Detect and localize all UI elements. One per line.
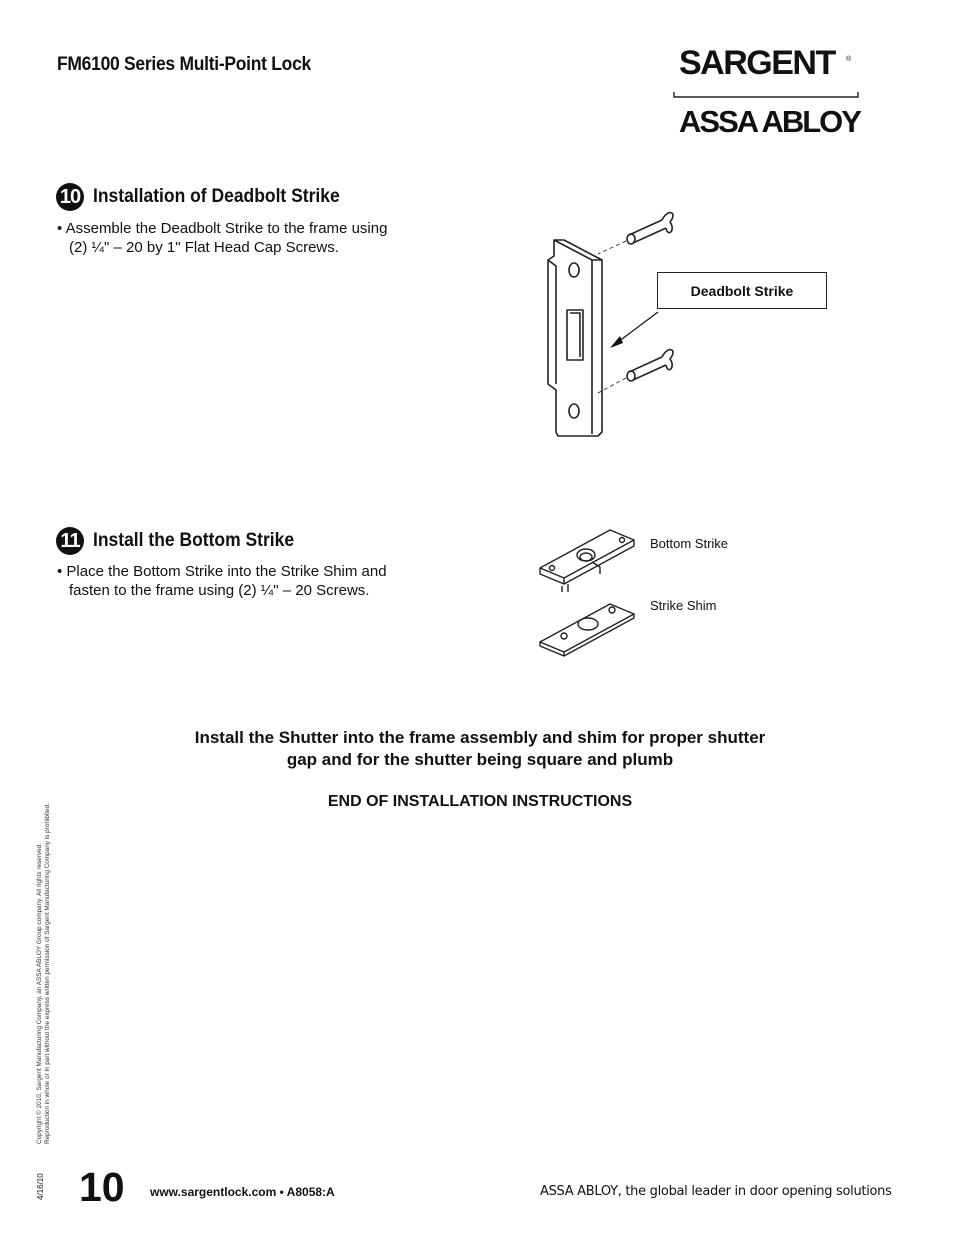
- section-title: Installation of Deadbolt Strike: [93, 186, 340, 207]
- registered-mark: ®: [846, 56, 852, 63]
- copyright-line: Copyright © 2010, Sargent Manufacturing Company, an ASSA ABLOY Group company. All rights reserved.: [36, 843, 43, 1144]
- sargent-logo: SARGENT: [679, 44, 835, 82]
- deadbolt-strike-callout: Deadbolt Strike: [657, 272, 827, 309]
- assa-abloy-logo: ASSA ABLOY: [679, 104, 860, 139]
- section-title: Install the Bottom Strike: [93, 530, 295, 551]
- bullet-line: • Assemble the Deadbolt Strike to the frame using: [57, 220, 388, 237]
- revision-date: 4/16/10: [36, 1173, 45, 1200]
- step-number-badge: 11: [56, 527, 84, 555]
- bottom-strike-label: Bottom Strike: [650, 536, 729, 551]
- page-number: 10: [79, 1164, 125, 1210]
- bullet-line: fasten to the frame using (2) ¼" – 20 Screws.: [69, 582, 370, 599]
- bottom-strike-illustration: [530, 522, 650, 662]
- deadbolt-strike-illustration: [530, 200, 690, 445]
- closing-instruction: [120, 727, 840, 771]
- document-title: FM6100 Series Multi-Point Lock: [57, 54, 311, 75]
- end-of-instructions: END OF INSTALLATION INSTRUCTIONS: [327, 793, 633, 810]
- bullet-line: • Place the Bottom Strike into the Strike Shim and: [57, 563, 387, 580]
- bullet-line: (2) ¼" – 20 by 1" Flat Head Cap Screws.: [69, 239, 339, 256]
- instruction-bullet: [57, 562, 387, 600]
- footer-tagline: ASSA ABLOY, the global leader in door opening solutions: [540, 1184, 892, 1199]
- strike-shim-label: Strike Shim: [650, 598, 717, 613]
- instruction-bullet: [57, 219, 387, 257]
- copyright-notice: [36, 803, 52, 1144]
- closing-line: gap and for the shutter being square and plumb: [286, 750, 674, 769]
- step-number-badge: 10: [56, 183, 84, 211]
- logo-bracket-rule: [673, 92, 859, 100]
- copyright-line: Reproduction in whole or in part without the express written permission of Sargent Manufacturing Company is prohibited.: [44, 802, 51, 1144]
- footer-url: www.sargentlock.com • A8058:A: [150, 1185, 335, 1199]
- closing-line: Install the Shutter into the frame assembly and shim for proper shutter: [194, 728, 766, 747]
